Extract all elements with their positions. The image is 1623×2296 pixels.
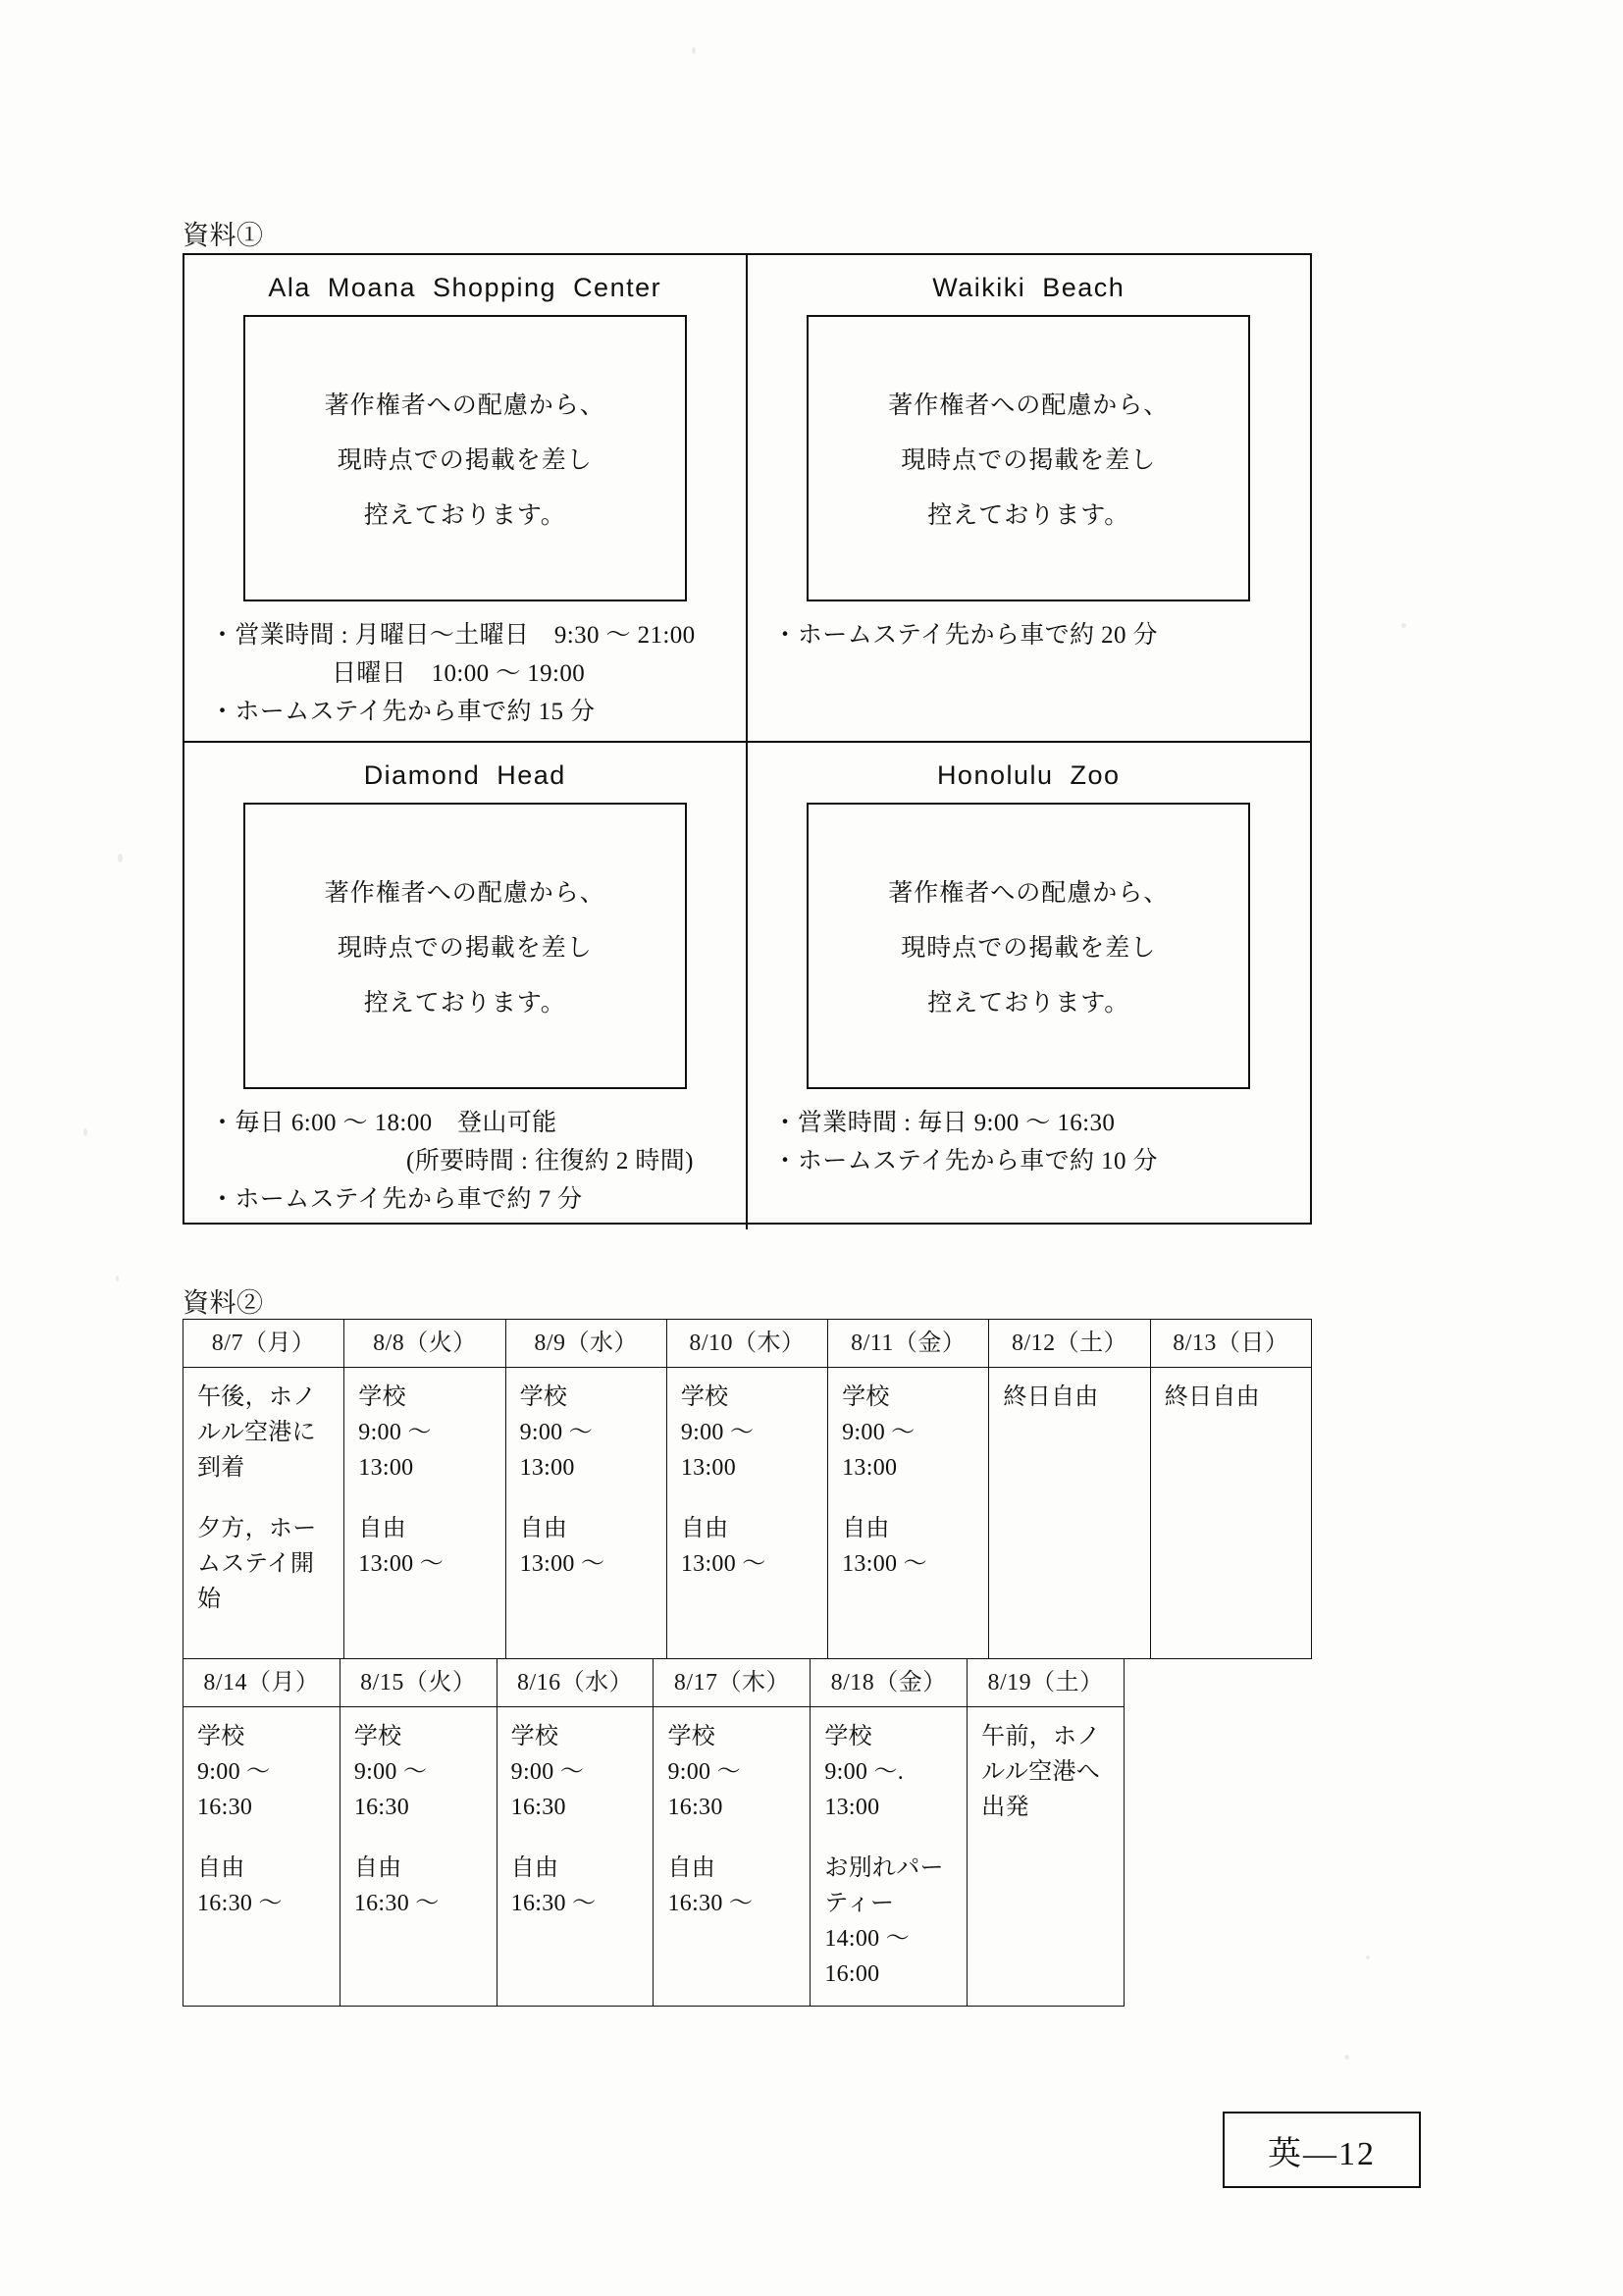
schedule-entry-line: 到着 — [197, 1455, 245, 1481]
schedule-entry — [681, 1511, 817, 1582]
schedule-cell — [1150, 1368, 1311, 1659]
schedule-entry — [511, 1851, 644, 1921]
place-note-line: ・営業時間 : 月曜日〜土曜日 9:30 〜 21:00 — [210, 622, 696, 649]
schedule-entry-line: 13:00 〜 — [680, 1551, 766, 1577]
schedule-entry-line: 16:00 — [824, 1961, 880, 1987]
schedule-date-header: 8/8（火） — [344, 1320, 505, 1368]
schedule-date-header: 8/12（土） — [989, 1320, 1150, 1368]
schedule-entry — [681, 1380, 817, 1486]
schedule-cell — [344, 1368, 505, 1659]
schedule-entry-line: 自由 — [353, 1855, 402, 1881]
place-notes — [769, 1105, 1289, 1181]
schedule-entry — [842, 1511, 978, 1582]
schedule-entry-line: 13:00 〜 — [842, 1551, 927, 1577]
scan-speckle — [118, 854, 123, 862]
copyright-notice-line: 控えております。 — [363, 502, 566, 529]
schedule-entry-line: 13:00 — [519, 1455, 575, 1481]
schedule-entry-line: 学校 — [510, 1724, 559, 1749]
schedule-entry — [197, 1719, 330, 1825]
place-photo-placeholder — [243, 803, 687, 1089]
place-photo-placeholder — [807, 803, 1250, 1089]
schedule-entry — [358, 1380, 495, 1486]
place-cell-honolulu-zoo — [748, 743, 1311, 1228]
schedule-cell — [183, 1707, 340, 2007]
place-title: Honolulu Zoo — [936, 760, 1121, 791]
schedule-cell — [989, 1368, 1150, 1659]
schedule-entry — [842, 1380, 978, 1486]
scan-speckle — [83, 1128, 87, 1136]
table-header-row — [183, 1659, 1125, 1707]
schedule-date-header: 8/16（水） — [497, 1659, 654, 1707]
place-notes — [206, 617, 724, 731]
schedule-entry-line: 終日自由 — [1164, 1384, 1260, 1410]
scan-speckle — [692, 47, 696, 54]
schedule-cell — [505, 1368, 666, 1659]
place-notes — [206, 1105, 724, 1219]
copyright-notice-line: 控えております。 — [927, 990, 1130, 1018]
places-grid — [183, 253, 1312, 1225]
copyright-notice-line: 著作権者への配慮から、 — [888, 392, 1170, 419]
schedule-entry-line: 自由 — [519, 1516, 568, 1541]
schedule-entry-line: 16:30 〜 — [667, 1891, 754, 1916]
table-row — [183, 1368, 1312, 1659]
schedule-entry — [1165, 1380, 1301, 1415]
place-note-line: ・ホームステイ先から車で約 15 分 — [210, 698, 596, 725]
schedule-cell — [340, 1707, 497, 2007]
table-row — [183, 1707, 1125, 2007]
schedule-entry-line: 9:00 〜 — [197, 1759, 271, 1785]
schedule-entry — [824, 1851, 957, 1992]
schedule-entry-line: ティー — [824, 1891, 895, 1916]
place-photo-placeholder — [807, 315, 1250, 601]
place-notes — [769, 617, 1289, 655]
place-note-line: ・毎日 6:00 〜 18:00 登山可能 — [210, 1110, 557, 1137]
schedule-entry — [358, 1511, 495, 1582]
schedule-entry — [667, 1719, 800, 1825]
schedule-entry-line: ルル空港に — [197, 1420, 316, 1445]
schedule-entry-line: ムステイ開 — [197, 1551, 315, 1577]
schedule-entry-line: 終日自由 — [1003, 1384, 1099, 1410]
schedule-date-header: 8/7（月） — [183, 1320, 344, 1368]
place-cell-waikiki-beach — [748, 255, 1311, 743]
place-note-line: (所要時間 : 往復約 2 時間) — [406, 1148, 694, 1174]
schedule-entry-line: 自由 — [680, 1516, 729, 1541]
schedule-date-header: 8/18（金） — [811, 1659, 968, 1707]
schedule-entry-line: 9:00 〜 — [667, 1759, 741, 1785]
schedule-entry-line: 16:30 〜 — [197, 1891, 283, 1916]
schedule-cell — [666, 1368, 827, 1659]
schedule-date-header: 8/17（木） — [654, 1659, 811, 1707]
schedule-entry-line: 自由 — [197, 1855, 245, 1881]
schedule-cell — [183, 1368, 344, 1659]
schedule-entry-line: 出発 — [981, 1795, 1029, 1820]
schedule-entry — [354, 1851, 487, 1921]
schedule-entry-line: 13:00 — [358, 1455, 414, 1481]
schedule-entry — [824, 1719, 957, 1825]
schedule-entry — [354, 1719, 487, 1825]
section-label-shiryo-1: 資料① — [183, 221, 264, 250]
schedule-entry-line: 14:00 〜 — [824, 1926, 911, 1952]
scan-speckle — [1366, 1956, 1370, 1959]
section-label-shiryo-2: 資料② — [183, 1288, 264, 1318]
schedule-entry — [197, 1511, 334, 1617]
schedule-entry-line: 13:00 〜 — [358, 1551, 445, 1577]
copyright-notice-line: 控えております。 — [363, 990, 566, 1018]
schedule-entry — [981, 1719, 1114, 1825]
schedule-entry-line: 学校 — [842, 1384, 890, 1410]
schedule-date-header: 8/14（月） — [183, 1659, 340, 1707]
schedule-entry-line: 自由 — [667, 1855, 716, 1881]
place-photo-placeholder — [243, 315, 687, 601]
schedule-entry-line: 9:00 〜 — [510, 1759, 585, 1785]
schedule-entry-line: 16:30 — [353, 1795, 409, 1820]
schedule-entry-line: 16:30 — [510, 1795, 566, 1820]
place-cell-ala-moana — [184, 255, 748, 743]
schedule-entry-line: 16:30 — [197, 1795, 253, 1820]
place-note-line: ・ホームステイ先から車で約 7 分 — [210, 1185, 583, 1213]
page-number-badge: 英—12 — [1223, 2112, 1421, 2188]
copyright-notice-line: 著作権者への配慮から、 — [324, 392, 605, 419]
schedule-cell — [811, 1707, 968, 2007]
schedule-entry-line: 学校 — [667, 1724, 716, 1749]
schedule-date-header: 8/10（木） — [666, 1320, 827, 1368]
copyright-notice-line: 著作権者への配慮から、 — [324, 880, 605, 908]
table-header-row — [183, 1320, 1312, 1368]
schedule-entry — [511, 1719, 644, 1825]
schedule-entry — [520, 1511, 656, 1582]
copyright-notice-line: 控えております。 — [927, 502, 1130, 529]
schedule-entry — [520, 1380, 656, 1486]
scan-speckle — [1344, 2055, 1349, 2060]
scan-speckle — [1401, 623, 1406, 628]
copyright-notice-line: 現時点での掲載を差し — [901, 447, 1157, 474]
schedule-entry-line: 午前，ホノ — [981, 1724, 1101, 1749]
schedule-date-header: 8/11（金） — [828, 1320, 989, 1368]
schedule-entry-line: 自由 — [358, 1516, 406, 1541]
schedule-entry-line: お別れパー — [824, 1855, 944, 1881]
schedule-entry — [197, 1851, 330, 1921]
schedule-entry-line: 学校 — [197, 1724, 245, 1749]
schedule-entry-line: 学校 — [353, 1724, 402, 1749]
schedule-entry-line: 9:00 〜 — [353, 1759, 428, 1785]
schedule-entry-line: 9:00 〜. — [824, 1759, 905, 1785]
schedule-entry-line: 夕方，ホー — [197, 1516, 317, 1541]
schedule-date-header: 8/13（日） — [1150, 1320, 1311, 1368]
schedule-entry-line: ルル空港へ — [981, 1759, 1101, 1785]
schedule-cell — [968, 1707, 1125, 2007]
schedule-entry-line: 学校 — [358, 1384, 406, 1410]
copyright-notice-line: 現時点での掲載を差し — [337, 447, 593, 474]
schedule-entry-line: 始 — [197, 1587, 222, 1612]
schedule-date-header: 8/19（土） — [968, 1659, 1125, 1707]
schedule-entry-line: 16:30 〜 — [510, 1891, 597, 1916]
schedule-entry-line: 学校 — [824, 1724, 872, 1749]
schedule-table-week-2 — [183, 1658, 1125, 2007]
place-title: Ala Moana Shopping Center — [268, 273, 662, 302]
schedule-entry-line: 9:00 〜 — [842, 1420, 916, 1445]
scan-speckle — [116, 1276, 119, 1281]
place-note-line: 日曜日 10:00 〜 19:00 — [332, 659, 586, 687]
schedule-entry-line: 16:30 〜 — [353, 1891, 440, 1916]
schedule-entry — [1003, 1380, 1139, 1415]
copyright-notice-line: 現時点での掲載を差し — [901, 935, 1157, 963]
schedule-entry-line: 13:00 — [842, 1455, 898, 1481]
schedule-entry-line: 学校 — [680, 1384, 729, 1410]
schedule-entry-line: 自由 — [842, 1516, 890, 1541]
schedule-date-header: 8/15（火） — [340, 1659, 497, 1707]
schedule-entry-line: 9:00 〜 — [680, 1420, 755, 1445]
schedule-entry-line: 13:00 — [680, 1455, 737, 1481]
schedule-entry-line: 13:00 〜 — [519, 1551, 605, 1577]
schedule-entry — [667, 1851, 800, 1921]
schedule-entry — [197, 1380, 334, 1486]
place-note-line: ・ホームステイ先から車で約 20 分 — [772, 622, 1158, 649]
schedule-cell — [497, 1707, 654, 2007]
copyright-notice-line: 著作権者への配慮から、 — [888, 880, 1170, 908]
schedule-entry-line: 13:00 — [824, 1795, 880, 1820]
schedule-cell — [654, 1707, 811, 2007]
schedule-date-header: 8/9（水） — [505, 1320, 666, 1368]
place-title: Diamond Head — [363, 760, 566, 791]
place-note-line: ・ホームステイ先から車で約 10 分 — [772, 1148, 1158, 1174]
schedule-table-week-1 — [183, 1319, 1312, 1659]
place-cell-diamond-head — [184, 743, 748, 1228]
schedule-cell — [828, 1368, 989, 1659]
copyright-notice-line: 現時点での掲載を差し — [337, 935, 593, 963]
place-note-line: ・営業時間 : 毎日 9:00 〜 16:30 — [772, 1110, 1116, 1137]
schedule-entry-line: 9:00 〜 — [358, 1420, 432, 1445]
schedule-entry-line: 自由 — [510, 1855, 559, 1881]
place-title: Waikiki Beach — [932, 273, 1126, 302]
schedule-entry-line: 16:30 — [667, 1795, 723, 1820]
schedule-entry-line: 学校 — [519, 1384, 568, 1410]
schedule-entry-line: 9:00 〜 — [519, 1420, 594, 1445]
schedule-entry-line: 午後，ホノ — [197, 1384, 317, 1410]
